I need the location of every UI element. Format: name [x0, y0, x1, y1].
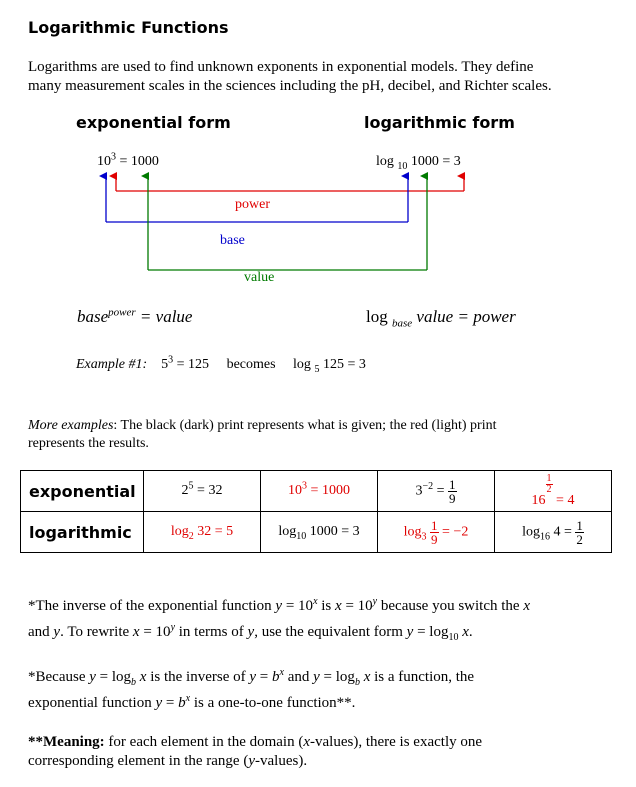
- fraction-numerator: 1: [431, 517, 438, 533]
- var-y: y: [247, 624, 255, 640]
- meaning-label: **Meaning:: [28, 734, 105, 750]
- table-row-logarithmic: [21, 512, 612, 553]
- fraction-denominator: 9: [431, 531, 438, 547]
- note-text: and: [28, 624, 54, 640]
- table-row-exponential: [21, 471, 612, 512]
- general-power: power: [108, 306, 136, 319]
- fractional-exponent: [546, 474, 553, 495]
- table-cell: [378, 512, 495, 553]
- example-1-log: log: [293, 357, 311, 372]
- note-text: in terms of: [175, 624, 248, 640]
- note-text: exponential function: [28, 695, 156, 711]
- var-x: x: [523, 598, 531, 614]
- var-y: y: [313, 669, 320, 685]
- relationship-arrows: [0, 0, 636, 300]
- power-arrow: [116, 176, 464, 191]
- note-text: -values).: [255, 753, 308, 769]
- var-x: x: [185, 693, 191, 704]
- exponential-form-heading: exponential form: [76, 113, 231, 132]
- var-b: b: [131, 677, 137, 688]
- exp-value: = 1000: [119, 154, 159, 169]
- general-log-word: log: [366, 307, 388, 326]
- exp-power: 3: [111, 151, 116, 163]
- example-1-log-rest: 125 = 3: [322, 357, 366, 372]
- logarithmic-form-heading: logarithmic form: [364, 113, 515, 132]
- general-log-base: base: [391, 317, 413, 330]
- example-1-value: = 125: [176, 357, 210, 372]
- one-to-one-note-line-1: [28, 664, 474, 690]
- inverse-note-line-1: [28, 593, 530, 619]
- table-cell: [378, 471, 495, 512]
- var-x: x: [136, 669, 147, 685]
- cell-log: log: [522, 524, 540, 540]
- base-label: base: [220, 233, 245, 248]
- meaning-note-line-1: [28, 733, 482, 752]
- note-text: corresponding element in the range (: [28, 753, 249, 769]
- value-arrow: [148, 176, 427, 270]
- general-log-form: [366, 307, 516, 330]
- cell-base: 3: [415, 483, 423, 499]
- note-text: is a function, the: [370, 669, 475, 685]
- note-text: because you switch the: [377, 598, 524, 614]
- log-base: 10: [397, 160, 408, 172]
- table-cell: [261, 512, 378, 553]
- cell-base: 10: [288, 483, 303, 498]
- var-y: y: [406, 624, 414, 640]
- cell-equals: =: [436, 483, 445, 499]
- exp-base: 10: [97, 154, 111, 169]
- var-x: x: [335, 598, 342, 614]
- note-text: , use the equivalent form: [254, 624, 407, 640]
- fraction-numerator: 1: [449, 476, 456, 492]
- note-text: = log: [319, 669, 355, 685]
- var-y: y: [248, 753, 256, 769]
- cell-rest: 4 =: [553, 524, 572, 540]
- note-text: is a one-to-one function**.: [190, 695, 356, 711]
- cell-log: log: [403, 524, 422, 540]
- note-text: and: [283, 669, 314, 685]
- general-log-rest: value = power: [416, 307, 516, 326]
- note-text: . To rewrite: [60, 624, 133, 640]
- note-text: -values), there is exactly one: [310, 734, 483, 750]
- var-b: b: [178, 695, 186, 711]
- note-text: = log: [95, 669, 132, 685]
- note-text: = 10: [139, 624, 171, 640]
- cell-log: log: [278, 524, 297, 539]
- cell-rest: = 32: [197, 483, 223, 498]
- general-base: base: [77, 307, 109, 326]
- var-y: y: [89, 669, 96, 685]
- example-1-becomes: becomes: [226, 357, 276, 372]
- var-x: x: [303, 734, 311, 750]
- note-text: for each element in the domain (: [104, 734, 304, 750]
- meaning-note-line-2: [28, 752, 307, 771]
- note-text: .: [468, 624, 473, 640]
- var-x: x: [458, 624, 469, 640]
- var-b: b: [272, 669, 280, 685]
- note-text: *The inverse of the exponential function: [28, 598, 276, 614]
- cell-power: −2: [422, 480, 434, 492]
- cell-rest: = −2: [442, 524, 469, 540]
- var-y: y: [155, 695, 163, 711]
- examples-table: [20, 470, 612, 553]
- row-label-exponential: exponential: [21, 471, 144, 512]
- var-y: y: [249, 669, 257, 685]
- var-y: y: [170, 622, 176, 633]
- table-cell: [495, 471, 612, 512]
- fraction-denominator: 2: [576, 531, 583, 547]
- more-examples-line-2: represents the results.: [28, 436, 149, 451]
- general-value: = value: [139, 307, 193, 326]
- note-text: = 10: [282, 598, 314, 614]
- var-x: x: [279, 667, 284, 678]
- power-label: power: [235, 197, 270, 212]
- note-text: = 10: [341, 598, 373, 614]
- note-text: is: [317, 598, 336, 614]
- var-x: x: [359, 669, 371, 685]
- row-label-logarithmic: logarithmic: [21, 512, 144, 553]
- fraction-numerator: 1: [576, 517, 583, 533]
- cell-log-base: 2: [188, 530, 194, 542]
- var-x: x: [313, 596, 318, 607]
- fraction: [575, 519, 584, 546]
- page-title: Logarithmic Functions: [28, 18, 229, 37]
- exponent-denominator: 2: [546, 483, 552, 495]
- cell-power: 5: [188, 480, 194, 492]
- exponent-numerator: 1: [546, 472, 552, 484]
- fraction-denominator: 9: [449, 490, 456, 506]
- fraction: [448, 478, 457, 505]
- example-1-power: 3: [168, 354, 174, 366]
- inverse-note-line-2: [28, 619, 473, 645]
- cell-log-base: 16: [539, 531, 550, 543]
- cell-rest: = 1000: [310, 483, 350, 498]
- cell-log-base: 3: [421, 531, 427, 543]
- cell-log-base: 10: [296, 530, 307, 542]
- var-y: y: [372, 596, 378, 607]
- table-cell: [261, 471, 378, 512]
- cell-base: 2: [181, 483, 189, 498]
- var-b: b: [354, 677, 360, 688]
- note-text: = log: [413, 624, 449, 640]
- one-to-one-note-line-2: [28, 690, 355, 716]
- var-x: x: [132, 624, 140, 640]
- example-1-log-base: 5: [314, 363, 320, 375]
- table-cell: [495, 512, 612, 553]
- note-text: is the inverse of: [146, 669, 250, 685]
- more-examples-text: : The black (dark) print represents what is given; the red (light) print: [113, 418, 497, 433]
- log-subscript: 10: [448, 632, 459, 643]
- more-examples-label: More examples: [28, 418, 114, 433]
- fraction: [430, 519, 439, 546]
- table-cell: [144, 512, 261, 553]
- more-examples-line-1: [28, 417, 496, 435]
- cell-log: log: [170, 524, 189, 539]
- var-y: y: [53, 624, 61, 640]
- cell-rest: 32 = 5: [197, 524, 234, 539]
- log-word: log: [376, 154, 394, 169]
- cell-base: 16: [531, 492, 546, 508]
- note-text: =: [162, 695, 179, 711]
- cell-rest: 1000 = 3: [309, 524, 360, 539]
- log-value: 1000 = 3: [410, 154, 461, 169]
- note-text: *Because: [28, 669, 90, 685]
- note-text: =: [256, 669, 272, 685]
- cell-power: 3: [302, 480, 308, 492]
- example-1: [76, 354, 366, 375]
- example-1-label: Example #1:: [76, 357, 148, 372]
- cell-rest: = 4: [556, 492, 575, 508]
- intro-line-1: Logarithms are used to find unknown exponents in exponential models. They define: [28, 59, 534, 75]
- intro-line-2: many measurement scales in the sciences including the pH, decibel, and Richter scales.: [28, 78, 552, 94]
- general-exponential-form: [77, 307, 192, 327]
- table-cell: [144, 471, 261, 512]
- example-1-base: 5: [161, 357, 169, 372]
- var-y: y: [275, 598, 283, 614]
- value-label: value: [244, 270, 275, 285]
